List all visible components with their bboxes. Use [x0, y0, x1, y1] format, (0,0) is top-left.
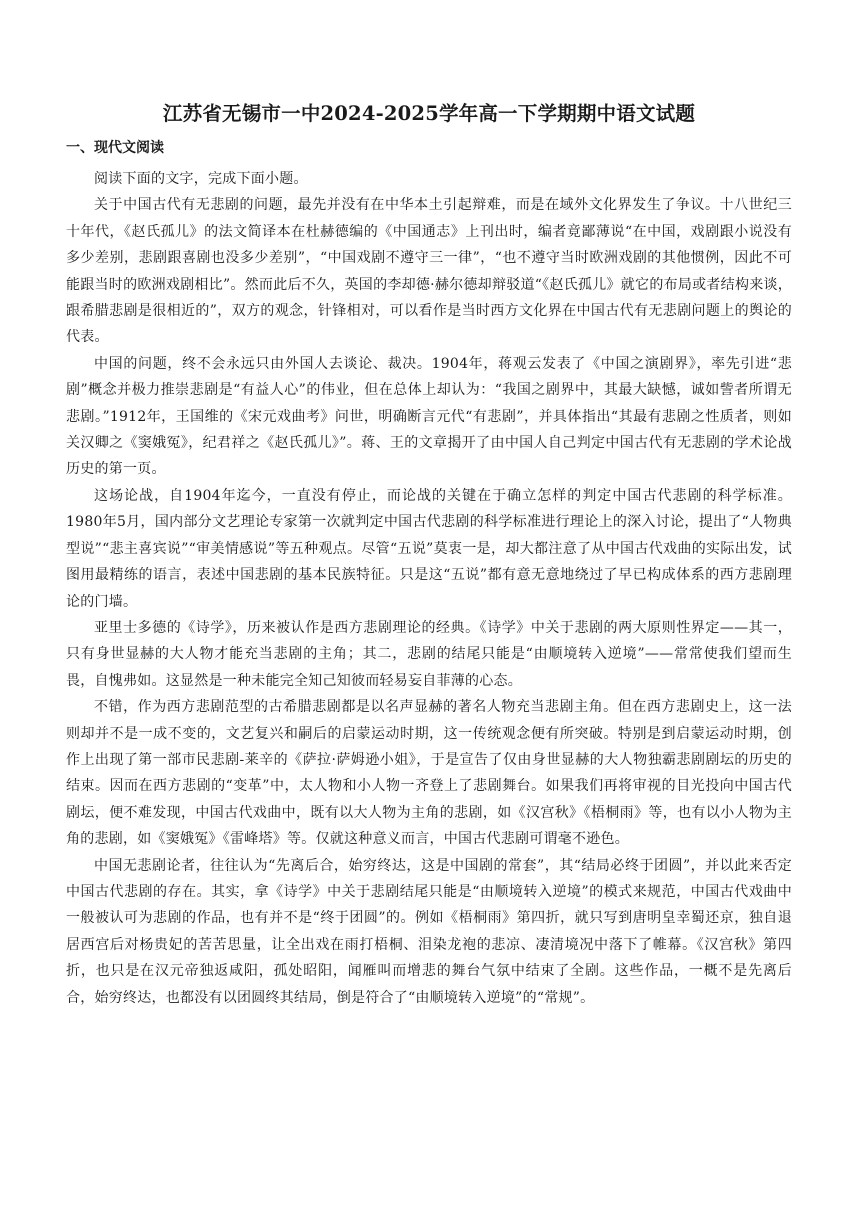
paragraph: 不错，作为西方悲剧范型的古希腊悲剧都是以名声显赫的著名人物充当悲剧主角。但在西方悲剧史上，这一法则却并不是一成不变的，文艺复兴和嗣后的启蒙运动时期，这一传统观念便有所突破。特别是到启蒙运动时期，创作上出现了第一部市民悲剧-莱辛的《萨拉·萨姆逊小姐》，于是宣告了仅由身世显赫的大人物独霸悲剧剧坛的历史的结束。因而在西方悲剧的“变革”中，太人物和小人物一齐登上了悲剧舞台。如果我们再将审视的目光投向中国古代剧坛，便不难发现，中国古代戏曲中，既有以大人物为主角的悲剧，如《汉宫秋》《梧桐雨》等，也有以小人物为主角的悲剧，如《窦娥冤》《雷峰塔》等。仅就这种意义而言，中国古代悲剧可谓毫不逊色。 [66, 699, 792, 848]
paragraph: 中国无悲剧论者，往往认为“先离后合，始穷终达，这是中国剧的常套”，其“结局必终于团圆”，并以此来否定中国古代悲剧的存在。其实，拿《诗学》中关于悲剧结尾只能是“由顺境转入逆境”的模式来规范，中国古代戏曲中一般被认可为悲剧的作品，也有并不是“终于团圆”的。例如《梧桐雨》第四折，就只写到唐明皇幸蜀还京，独自退居西宫后对杨贵妃的苦苦思量，让全出戏在雨打梧桐、泪染龙袍的悲凉、凄清境况中落下了帷幕。《汉宫秋》第四折，也只是在汉元帝独返咸阳，孤处昭阳，闻雁叫而增悲的舞台气氛中结束了全剧。这些作品，一概不是先离后合，始穷终达，也都没有以团圆终其结局，倒是符合了“由顺境转入逆境”的“常规”。 [66, 857, 792, 1006]
document-title: 江苏省无锡市一中2024-2025学年高一下学期期中语文试题 [162, 102, 696, 125]
paragraph: 中国的问题，终不会永远只由外国人去谈论、裁决。1904年，蒋观云发表了《中国之演剧界》，率先引进“悲剧”概念并极力推崇悲剧是“有益人心”的伟业，但在总体上却认为：“我国之剧界中，其最大缺憾，诚如訾者所谓无悲剧。”1912年，王国维的《宋元戏曲考》问世，明确断言元代“有悲剧”，并具体指出“其最有悲剧之性质者，则如关汉卿之《窦娥冤》，纪君祥之《赵氏孤儿》”。蒋、王的文章揭开了由中国人自己判定中国古代有无悲剧的学术论战历史的第一页。 [66, 355, 792, 478]
section-heading: 一、现代文阅读 [66, 140, 164, 156]
paragraph: 关于中国古代有无悲剧的问题，最先并没有在中华本土引起辩难，而是在域外文化界发生了争议。十八世纪三十年代，《赵氏孤儿》的法文简译本在杜赫德编的《中国通志》上刊出时，编者竟鄙薄说“在中国，戏剧跟小说没有多少差别，悲剧跟喜剧也没多少差别”，“中国戏剧不遵守三一律”，“也不遵守当时欧洲戏剧的其他惯例，因此不可能跟当时的欧洲戏剧相比”。然而此后不久，英国的李却德·赫尔德却辩驳道“《赵氏孤儿》就它的布局或者结构来谈，跟希腊悲剧是很相近的”，双方的观念，针锋相对，可以看作是当时西方文化界在中国古代有无悲剧问题上的舆论的代表。 [66, 197, 792, 346]
paragraph: 亚里士多德的《诗学》，历来被认作是西方悲剧理论的经典。《诗学》中关于悲剧的两大原则性界定——其一，只有身世显赫的大人物才能充当悲剧的主角；其二，悲剧的结尾只能是“由顺境转入逆境”——常常使我们望而生畏，自愧弗如。这显然是一种未能完全知己知彼而轻易妄自菲薄的心态。 [66, 619, 792, 689]
paragraph: 这场论战，自1904年迄今，一直没有停止，而论战的关键在于确立怎样的判定中国古代悲剧的科学标准。1980年5月，国内部分文艺理论专家第一次就判定中国古代悲剧的科学标准进行理论上的深入讨论，提出了“人物典型说”“悲主喜宾说”“审美情感说”等五种观点。尽管“五说”莫衷一是，却大都注意了从中国古代戏曲的实际出发，试图用最精练的语言，表述中国悲剧的基本民族特征。只是这“五说”都有意无意地绕过了早已构成体系的西方悲剧理论的门墙。 [66, 487, 792, 610]
paragraph-instruction: 阅读下面的文字，完成下面小题。 [94, 171, 308, 187]
